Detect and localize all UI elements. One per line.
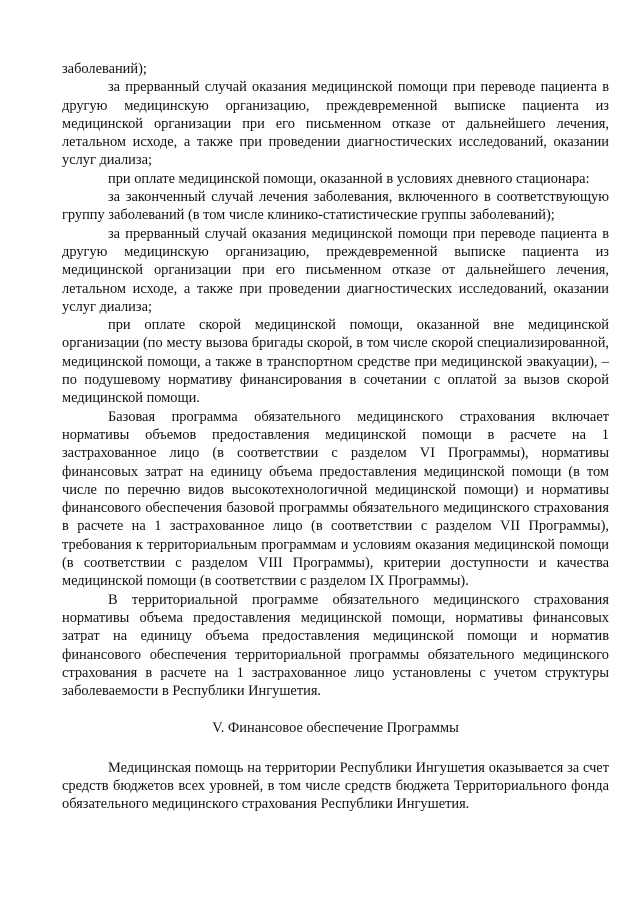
paragraph: Базовая программа обязательного медицинского страхования включает нормативы объемов предоставления медицинской помощи в расчете на 1 застрахованное лицо (в соответствии с разделом VI Программы), нормативы финансовых затрат на единицу объема предоставления медицинской помощи (в том числе по перечню видов высокотехнологичной медицинской помощи) и нормативы финансового обеспечения базовой программы обязательного медицинского страхования в расчете на 1 застрахованное лицо (в соответствии с разделом VII Программы), требования к территориальным программам и условиям оказания медицинской помощи (в соответствии с разделом VIII Программы), критерии доступности и качества медицинской помощи (в соответствии с разделом IX Программы). (62, 408, 609, 590)
paragraph: заболеваний); (62, 61, 147, 77)
document-page (62, 60, 609, 814)
paragraph: при оплате скорой медицинской помощи, оказанной вне медицинской организации (по месту вызова бригады скорой, в том числе скорой специализированной, медицинской помощи, а также в транспортном средстве при медицинской эвакуации), – по подушевому нормативу финансирования в сочетании с оплатой за вызов скорой медицинской помощи. (62, 317, 609, 407)
paragraph: за законченный случай лечения заболевания, включенного в соответствующую группу заболеваний (в том числе клинико-статистические группы заболеваний); (62, 189, 609, 224)
paragraph: за прерванный случай оказания медицинской помощи при переводе пациента в другую медицинскую организацию, преждевременной выписке пациента из медицинской организации при его письменном отказе от дальнейшего лечения, летальном исходе, а также при проведении диагностических исследований, оказании услуг диализа; (62, 225, 609, 315)
paragraph: при оплате медицинской помощи, оказанной в условиях дневного стационара: (108, 170, 590, 187)
section-heading: V. Финансовое обеспечение Программы (212, 720, 459, 737)
paragraph: В территориальной программе обязательного медицинского страхования нормативы объема предоставления медицинской помощи, нормативы финансовых затрат на единицу объема предоставления медицинской помощи и норматив финансового обеспечения территориальной программы обязательного медицинского страхования в расчете на 1 застрахованное лицо установлены с учетом структуры заболеваемости в Республики Ингушетия. (62, 591, 609, 700)
paragraph: за прерванный случай оказания медицинской помощи при переводе пациента в другую медицинскую организацию, преждевременной выписке пациента из медицинской организации при его письменном отказе от дальнейшего лечения, летальном исходе, а также при проведении диагностических исследований, оказании услуг диализа; (62, 79, 609, 169)
paragraph: Медицинская помощь на территории Республики Ингушетия оказывается за счет средств бюджетов всех уровней, в том числе средств бюджета Территориального фонда обязательного медицинского страхования Республики Ингушетия. (62, 759, 609, 813)
